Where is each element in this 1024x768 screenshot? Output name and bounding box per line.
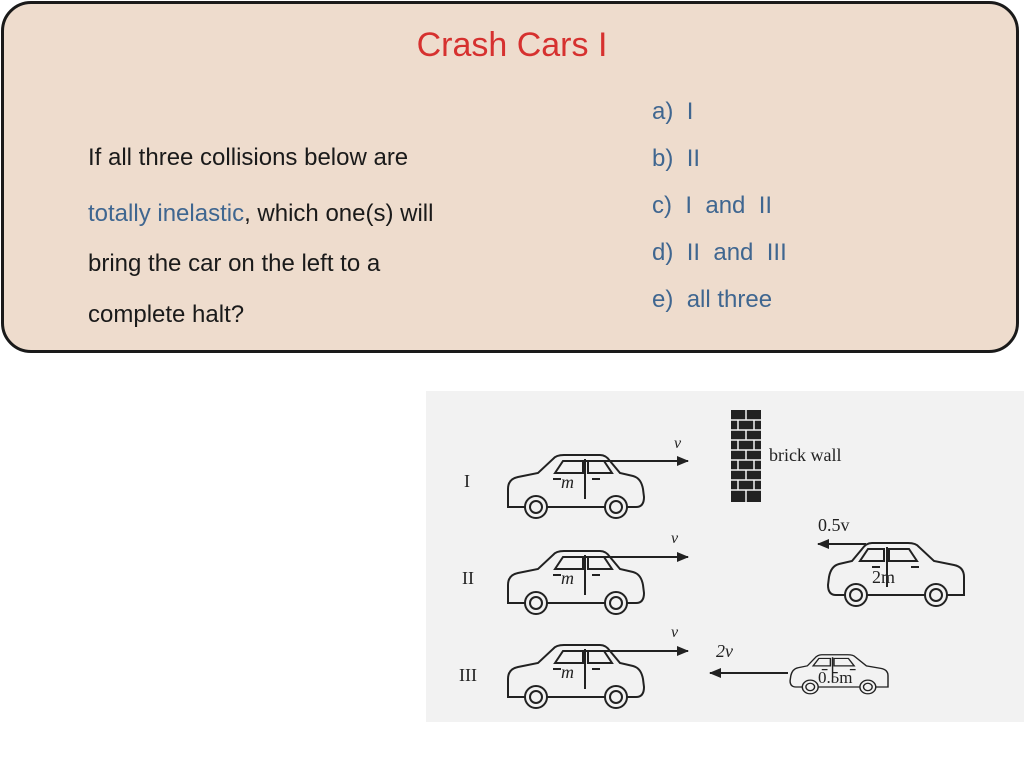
brick-wall-label: brick wall	[769, 445, 842, 465]
row-label-1: I	[464, 471, 470, 491]
car-row-3	[508, 645, 644, 708]
answer-e[interactable]	[652, 286, 772, 314]
car-row-1	[508, 455, 644, 518]
other-mass-row-3: 0.5m	[818, 668, 853, 687]
car-mass-row-3: m	[561, 662, 574, 682]
question-line-2	[88, 200, 433, 228]
question-line-4: complete halt?	[88, 301, 245, 328]
car-mass-row-2: m	[561, 568, 574, 588]
collision-diagram	[426, 391, 1024, 722]
answer-text: II and III	[686, 239, 787, 266]
answer-a[interactable]	[652, 98, 693, 126]
answer-text: all three	[686, 286, 773, 313]
brick-wall	[731, 410, 761, 502]
question-line-2-rest: , which one(s) will	[244, 200, 434, 227]
answer-d[interactable]	[652, 239, 787, 267]
other-mass-row-2: 2m	[872, 567, 896, 587]
row-label-2: II	[462, 568, 474, 588]
car-row-2	[508, 551, 644, 614]
velocity-label-row-2: v	[671, 530, 679, 547]
answer-c[interactable]	[652, 192, 772, 220]
big-car-row-2	[828, 543, 964, 606]
answer-letter: a)	[652, 98, 674, 125]
velocity-label-row-3: v	[671, 624, 679, 641]
answer-text: II	[686, 145, 701, 172]
answer-b[interactable]	[652, 145, 700, 173]
answer-text: I	[686, 98, 694, 125]
other-velocity-row-3: 2v	[716, 641, 733, 661]
question-line-3: bring the car on the left to a	[88, 250, 381, 277]
collision-figure	[426, 391, 1024, 722]
row-label-3: III	[459, 665, 477, 685]
other-velocity-row-2: 0.5v	[818, 515, 850, 535]
answer-letter: b)	[652, 145, 674, 172]
answer-letter: d)	[652, 239, 674, 266]
question-line-1: If all three collisions below are	[88, 144, 409, 171]
answer-text: I and II	[685, 192, 773, 219]
velocity-label-row-1: v	[674, 435, 682, 452]
slide-title: Crash Cars I	[416, 26, 608, 64]
car-mass-row-1: m	[561, 472, 574, 492]
answer-letter: c)	[652, 192, 672, 219]
answer-letter: e)	[652, 286, 674, 313]
highlight-term: totally inelastic	[88, 200, 245, 227]
